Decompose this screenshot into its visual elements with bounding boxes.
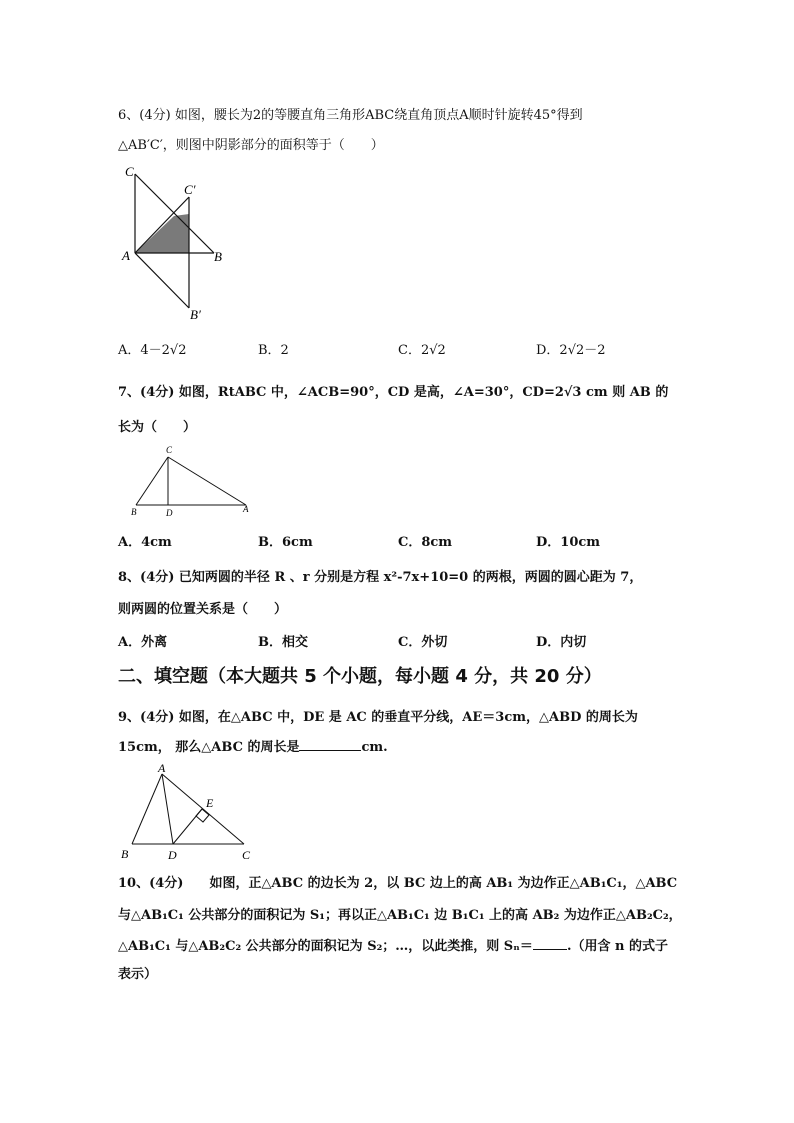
q6-label-Bprime: B′ bbox=[190, 307, 201, 322]
q9-line2-suffix: cm. bbox=[361, 740, 388, 755]
q10-answer-blank[interactable] bbox=[533, 937, 567, 950]
q9-label-C: C bbox=[242, 848, 251, 862]
q6-text-line1: 6、(4分) 如图，腰长为2的等腰直角三角形ABC绕直角顶点A顺时针旋转45°得到 bbox=[118, 108, 583, 123]
q10-text-line2: 与△AB₁C₁ 公共部分的面积记为 S₁；再以正△AB₁C₁ 边 B₁C₁ 上的高 AB₂ 为边作正△AB₂C₂， bbox=[118, 908, 682, 923]
q9-line2-prefix: 15cm， 那么△ABC 的周长是 bbox=[118, 740, 300, 755]
q7-text-line1: 7、(4分) 如图，RtABC 中，∠ACB=90°，CD 是高，∠A=30°，CD=2√3 cm 则 AB 的 bbox=[118, 385, 669, 400]
q7-label-A: A bbox=[243, 504, 249, 514]
q9-label-A: A bbox=[158, 761, 166, 775]
q6-label-C: C bbox=[125, 164, 134, 179]
q6-option-a: A．4－2√2 bbox=[118, 343, 187, 358]
q6-figure bbox=[118, 160, 228, 325]
q6-option-d: D．2√2－2 bbox=[536, 343, 606, 358]
q6-option-b: B．2 bbox=[258, 343, 289, 358]
q9-label-B: B bbox=[121, 847, 129, 861]
q6-label-Cprime: C′ bbox=[184, 182, 196, 197]
q6-label-B: B bbox=[214, 249, 222, 264]
q10-text-line4: 表示） bbox=[118, 967, 158, 982]
q7-label-C: C bbox=[166, 445, 173, 455]
q8-text-line1: 8、(4分) 已知两圆的半径 R 、r 分别是方程 x²-7x+10=0 的两根，两圆的圆心距为 7， bbox=[118, 570, 643, 585]
q9-label-D: D bbox=[168, 848, 177, 862]
q10-line3-prefix: △AB₁C₁ 与△AB₂C₂ 公共部分的面积记为 S₂；…，以此类推，则 Sₙ＝ bbox=[118, 939, 533, 954]
q8-option-d: D．内切 bbox=[536, 635, 587, 650]
q10-line3-suffix: .（用含 n 的式子 bbox=[566, 939, 668, 954]
q8-option-b: B．相交 bbox=[258, 635, 308, 650]
q10-text-line1: 10、(4分) 如图，正△ABC 的边长为 2，以 BC 边上的高 AB₁ 为边作正△AB₁C₁，△ABC bbox=[118, 876, 678, 891]
q8-option-c: C．外切 bbox=[398, 635, 448, 650]
q7-text-line2: 长为（ ） bbox=[118, 420, 197, 435]
q6-label-A: A bbox=[122, 248, 130, 263]
q9-text-line2 bbox=[118, 736, 388, 755]
q7-label-D: D bbox=[166, 508, 173, 518]
q7-option-b: B．6cm bbox=[258, 535, 313, 550]
q7-option-c: C．8cm bbox=[398, 535, 453, 550]
section-2-heading: 二、填空题（本大题共 5 个小题，每小题 4 分，共 20 分） bbox=[118, 666, 602, 687]
q8-option-a: A．外离 bbox=[118, 635, 168, 650]
q7-option-a: A．4cm bbox=[118, 535, 172, 550]
q9-text-line1: 9、(4分) 如图，在△ABC 中，DE 是 AC 的垂直平分线，AE＝3cm，△ABD 的周长为 bbox=[118, 710, 638, 725]
q9-figure bbox=[118, 760, 263, 865]
q7-figure bbox=[124, 442, 259, 518]
q6-text-line2: △AB′C′，则图中阴影部分的面积等于（ ） bbox=[118, 138, 384, 153]
q8-text-line2: 则两圆的位置关系是（ ） bbox=[118, 602, 288, 617]
q9-label-E: E bbox=[206, 796, 214, 810]
q7-label-B: B bbox=[131, 507, 137, 517]
q7-option-d: D．10cm bbox=[536, 535, 601, 550]
q6-option-c: C．2√2 bbox=[398, 343, 446, 358]
q10-text-line3 bbox=[118, 935, 668, 954]
q9-answer-blank[interactable] bbox=[299, 738, 361, 751]
